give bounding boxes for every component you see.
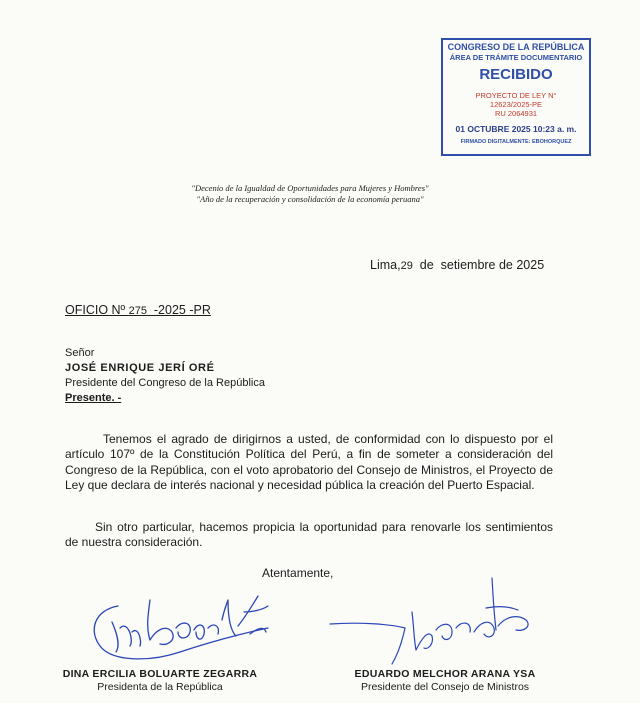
addressee-title: Presidente del Congreso de la República (65, 377, 265, 389)
signature-2-stroke (412, 612, 432, 650)
signature-2-stroke (436, 623, 470, 639)
decree-line-1: "Decenio de la Igualdad de Oportunidades para Mujeres y Hombres" (191, 183, 429, 193)
addressee-present: Presente. - (65, 392, 122, 404)
stamp-area: ÁREA DE TRÁMITE DOCUMENTARIO (449, 53, 583, 62)
stamp-institution: CONGRESO DE LA REPÚBLICA (447, 42, 585, 52)
date-day: 29 (400, 260, 413, 272)
salutation: Señor (65, 347, 95, 359)
stamp-bill-label: PROYECTO DE LEY N° (475, 91, 557, 100)
closing-phrase: Atentamente, (262, 566, 334, 580)
stamp-received-date: 01 OCTUBRE 2025 10:23 a. m. (455, 124, 577, 134)
signature-1-stroke (176, 623, 204, 639)
body-paragraph-1: Tenemos el agrado de dirigirnos a usted, de conformidad con lo dispuesto por el artículo 107º de la Constitución Política del Perú, a fin de someter a consideración del Congreso de la República, con el voto aprobatorio del Consejo de Ministros, el Proyecto de Ley que declara de interés nacional y necesidad pública la creación del Puerto Espacial. (65, 432, 553, 493)
oficio-num: 275 (128, 305, 147, 317)
signatory-2-role: Presidente del Consejo de Ministros (360, 681, 530, 693)
date-rest: de setiembre de 2025 (412, 258, 545, 272)
signature-1-stroke (112, 622, 141, 652)
signature-2-stroke (330, 623, 405, 664)
signatory-1-name: DINA ERCILIA BOLUARTE ZEGARRA (62, 668, 258, 680)
stamp-bill-number: 12623/2025-PE (489, 100, 543, 109)
signature-1-stroke (148, 600, 173, 644)
signature-1-stroke (94, 606, 268, 659)
decree-line-2: "Año de la recuperación y consolidación de la economía peruana" (196, 194, 424, 204)
stamp-digital-signature: FIRMADO DIGITALMENTE: EBOHORQUEZ (460, 139, 572, 145)
signatory-2 (335, 668, 555, 694)
signature-1-stroke (238, 596, 268, 634)
date-city: Lima, (370, 258, 401, 272)
oficio-suffix: -2025 -PR (146, 303, 211, 317)
stamp-status: RECIBIDO (479, 66, 553, 83)
signatory-1 (55, 668, 265, 694)
stamp-ru: RU 2064931 (494, 109, 538, 118)
addressee-name: JOSÉ ENRIQUE JERÍ ORÉ (65, 362, 215, 374)
signatory-2-name: EDUARDO MELCHOR ARANA YSA (354, 668, 536, 680)
signature-2-stroke (486, 607, 528, 631)
signature-1-stroke (208, 600, 236, 636)
signatory-1-role: Presidenta de la República (97, 681, 223, 693)
body-paragraph-2: Sin otro particular, hacemos propicia la oportunidad para renovarle los sentimientos de nuestra consideración. (65, 520, 553, 550)
oficio-prefix: OFICIO Nº (65, 303, 129, 317)
